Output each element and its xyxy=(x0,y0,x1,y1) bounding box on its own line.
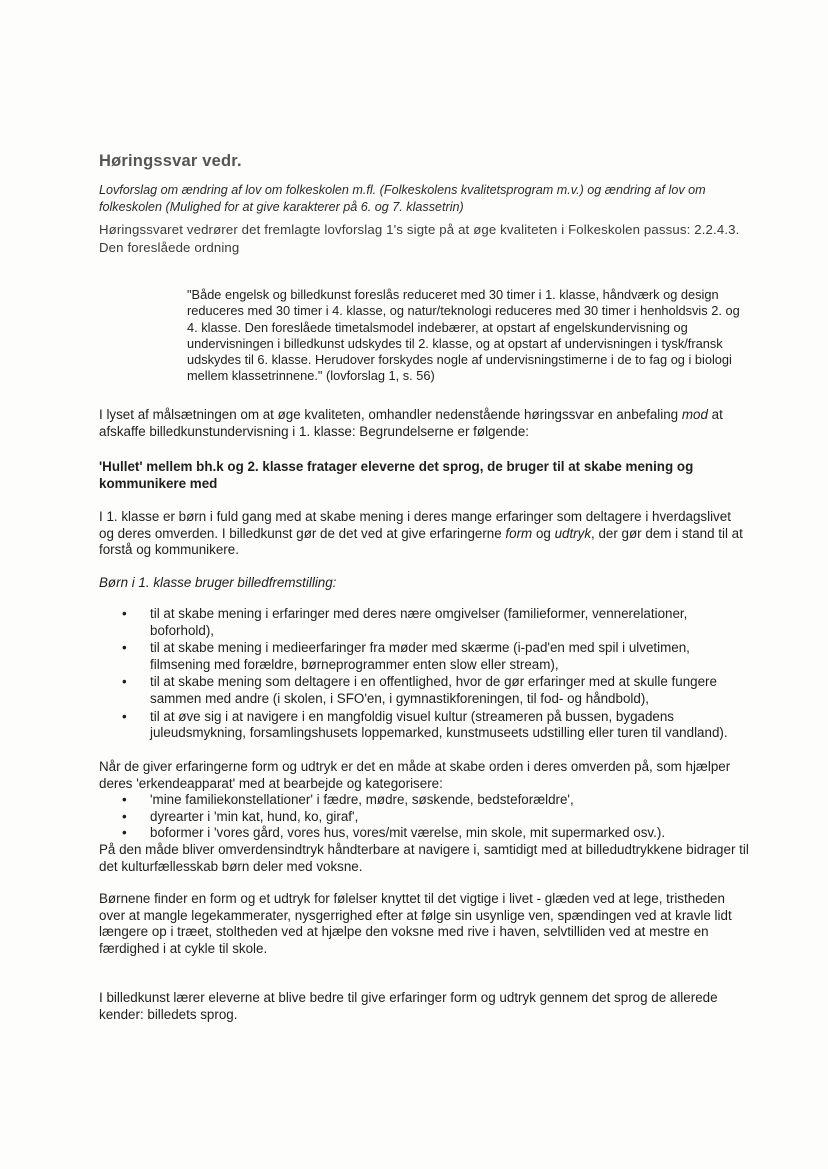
bullet-icon: • xyxy=(122,674,127,690)
paragraph-recommendation xyxy=(99,407,749,440)
p2-text-a: I 1. klasse er børn i fuld gang med at skabe mening i deres mange erfaringer som deltagere i hverdagslivet og deres omverden. I billedkunst gør de det ved at give erfaringerne xyxy=(99,509,731,541)
paragraph-first-grade xyxy=(99,509,749,559)
section-heading: 'Hullet' mellem bh.k og 2. klasse fratager eleverne det sprog, de bruger til at skabe mening og kommunikere med xyxy=(99,459,694,491)
list-item-text: til at skabe mening i medieerfaringer fra møder med skærme (i-pad'en med spil i ulvetimen, filmsening med forældre, børneprogrammer enten slow eller stream), xyxy=(150,640,690,672)
usage-list xyxy=(122,606,752,743)
list-item-text: boformer i 'vores gård, vores hus, vores/mit værelse, min skole, mit supermarked osv.). xyxy=(150,825,666,841)
p2-text-b: og xyxy=(532,525,555,541)
p2-emphasis-form: form xyxy=(505,525,533,541)
bullet-icon: • xyxy=(122,808,127,824)
list-item xyxy=(122,809,752,826)
p1-text-b: at afskaffe billedkunstundervisning i 1. klasse: Begrundelserne er følgende: xyxy=(99,407,723,439)
categorize-list xyxy=(122,792,752,842)
p2-emphasis-udtryk: udtryk xyxy=(554,525,592,541)
list-item xyxy=(122,606,752,639)
bullet-icon: • xyxy=(122,708,127,724)
list-item-text: til at øve sig i at navigere i en mangfoldig visuel kultur (streameren på bussen, bygadens juleudsmykning, forsamlingshusets loppemarked, kunstmuseets udstilling eller turen til vandland). xyxy=(150,708,728,741)
paragraph-order: Når de giver erfaringerne form og udtryk er det en måde at skabe orden i deres omverden på, som hjælper deres 'erkendeapparat' med at bearbejde og kategorisere: xyxy=(99,759,731,791)
bullet-icon: • xyxy=(122,825,127,841)
list-item xyxy=(122,825,752,842)
list-item xyxy=(122,709,752,742)
block-quote: "Både engelsk og billedkunst foreslås reduceret med 30 timer i 1. klasse, håndværk og design reduceres med 30 timer i 4. klasse, og natur/teknologi reduceres med 30 timer i henholdsvis 2. og 4. klasse. Den foreslåede timetalsmodel indebærer, at opstart af engelskundervisning og undervisningen i billedkunst udskydes til 2. klasse, og at opstart af undervisningen i tysk/fransk udskydes til 6. klasse. Herudover forskydes nogle af undervisningstimerne i de to fag og i biologi mellem klassetrinnene." (lovforslag 1, s. 56) xyxy=(187,287,740,384)
list-item xyxy=(122,640,752,673)
list-item xyxy=(122,792,752,809)
paragraph-conclusion: I billedkunst lærer eleverne at blive bedre til give erfaringer form og udtryk gennem det sprog de allerede kender: billedets sprog. xyxy=(99,990,718,1022)
document-subtitle: Lovforslag om ændring af lov om folkeskolen m.fl. (Folkeskolens kvalitetsprogram m.v.) og ændring af lov om folkeskolen (Mulighed for at give karakterer på 6. og 7. klassetrin) xyxy=(99,183,706,214)
paragraph-feelings: Børnene finder en form og et udtryk for følelser knyttet til det vigtige i livet - glæden ved at lege, tristheden over at mangle legekammerater, nysgerrighed efter at følge sin usynlige ven, spændingen ved at kravle lidt længere op i træet, stoltheden ved at hjælpe den voksne med rive i haven, selvtilliden ved at mestre en færdighed i at cykle til skole. xyxy=(99,891,732,956)
paragraph-navigation: På den måde bliver omverdensindtryk håndterbare at navigere i, samtidigt med at billedudtrykkene bidrager til det kulturfællesskab børn deler med voksne. xyxy=(99,842,749,874)
list-item-text: dyrearter i 'min kat, hund, ko, giraf', xyxy=(150,808,359,824)
document-title: Høringssvar vedr. xyxy=(99,152,242,170)
intro-paragraph: Høringssvaret vedrører det fremlagte lovforslag 1's sigte på at øge kvaliteten i Folkeskolen passus: 2.2.4.3. Den foreslåede ordning xyxy=(99,222,740,256)
bullet-icon: • xyxy=(122,606,127,621)
p1-text-a: I lyset af målsætningen om at øge kvaliteten, omhandler nedenstående høringssvar en anbefaling xyxy=(99,407,682,422)
list-item-text: til at skabe mening som deltagere i en offentlighed, hvor de gør erfaringer med at skulle fungere sammen med andre (i skolen, i SFO'en, i gymnastikforeningen, til fod- og håndbold), xyxy=(150,674,717,706)
p1-emphasis: mod xyxy=(681,407,708,422)
bullet-icon: • xyxy=(122,792,127,807)
list-item xyxy=(122,674,752,707)
list-item-text: 'mine familiekonstellationer' i fædre, mødre, søskende, bedsteforældre', xyxy=(150,792,574,807)
bullet-icon: • xyxy=(122,640,127,656)
p2-text-c: , der gør dem i stand til at forstå og kommunikere. xyxy=(99,525,743,558)
italic-subheading: Børn i 1. klasse bruger billedfremstilling: xyxy=(99,575,337,590)
list-item-text: til at skabe mening i erfaringer med deres nære omgivelser (familieformer, vennerelationer, boforhold), xyxy=(150,606,688,638)
